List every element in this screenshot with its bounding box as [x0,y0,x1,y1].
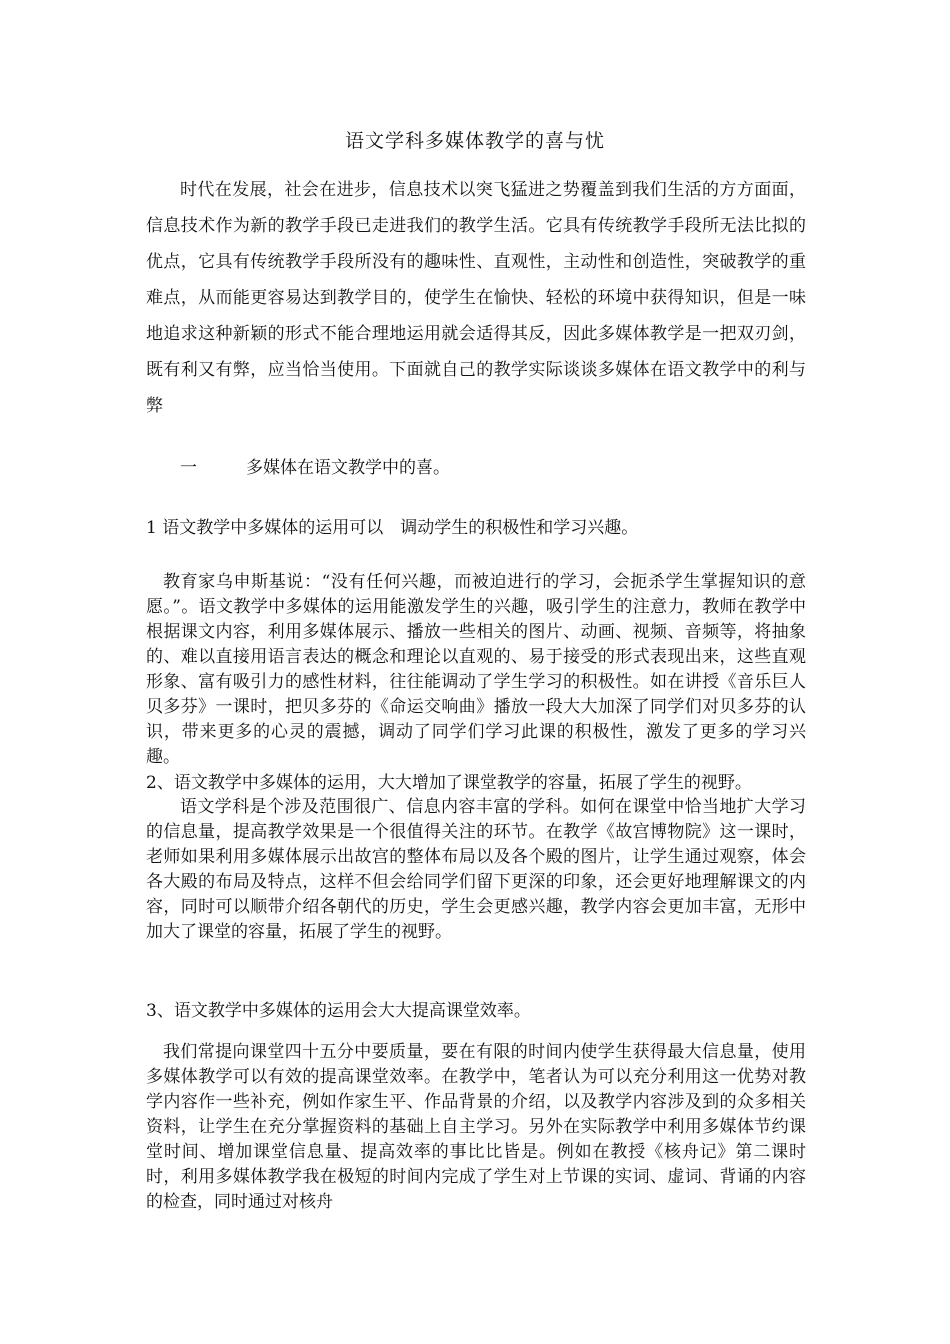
point-1-body: 教育家乌申斯基说：“没有任何兴趣，而被迫进行的学习，会扼杀学生掌握知识的意愿。”。语文教学中多媒体的运用能激发学生的兴趣，吸引学生的注意力，教师在教学中根据课文内容，利用多媒体展示、播放一些相关的图片、动画、视频、音频等，将抽象的、难以直接用语言表达的概念和理论以直观的、易于接受的形式表现出来，这些直观形象、富有吸引力的感性材料，往往能调动了学生学习的积极性。如在讲授《音乐巨人贝多芬》一课时，把贝多芬的《命运交响曲》播放一段大大加深了同学们对贝多芬的认识，带来更多的心灵的震撼，调动了同学们学习此课的积极性，激发了更多的学习兴趣。 [146,572,806,767]
point-2-body: 语文学科是个涉及范围很广、信息内容丰富的学科。如何在课堂中恰当地扩大学习的信息量，提高教学效果是一个很值得关注的环节。在教学《故宫博物院》这一课时，老师如果利用多媒体展示出故宫的整体布局以及各个殿的图片，让学生通过观察，体会各大殿的布局及特点，这样不但会给同学们留下更深的印象，还会更好地理解课文的内容，同时可以顺带介绍各朝代的历史，学生会更感兴趣，教学内容会更加丰富，无形中加大了课堂的容量，拓展了学生的视野。 [146,797,806,942]
point-2-heading: 2、语文教学中多媒体的运用，大大增加了课堂教学的容量，拓展了学生的视野。 [146,773,752,793]
intro-paragraph: 时代在发展，社会在进步，信息技术以突飞猛进之势覆盖到我们生活的方方面面，信息技术作为新的教学手段已走进我们的教学生活。它具有传统教学手段所无法比拟的优点，它具有传统教学手段所没有的趣味性、直观性，主动性和创造性，突破教学的重难点，从而能更容易达到教学目的，使学生在愉快、轻松的环境中获得知识，但是一味地追求这种新颖的形式不能合理地运用就会适得其反，因此多媒体教学是一把双刃剑，既有利又有弊，应当恰当使用。下面就自己的教学实际谈谈多媒体在语文教学中的利与弊 [146,180,806,416]
section-heading-1 [180,455,450,481]
document-title: 语文学科多媒体教学的喜与忧 [344,130,605,152]
point-3-heading: 3、语文教学中多媒体的运用会大大提高课堂效率。 [146,1001,531,1021]
section-number: 一 [180,458,197,478]
point-3-body: 我们常提向课堂四十五分中要质量，要在有限的时间内使学生获得最大信息量，使用多媒体教学可以有效的提高课堂效率。在教学中，笔者认为可以充分利用这一优势对教学内容作一些补充，例如作家生平、作品背景的介绍，以及教学内容涉及到的众多相关资料，让学生在充分掌握资料的基础上自主学习。另外在实际教学中利用多媒体节约课堂时间、增加课堂信息量、提高效率的事比比皆是。例如在教授《核舟记》第二课时时，利用多媒体教学我在极短的时间内完成了学生对上节课的实词、虚词、背诵的内容的检查，同时通过对核舟 [146,1042,806,1212]
point-1-heading: 1 语文教学中多媒体的运用可以 调动学生的积极性和学习兴趣。 [146,518,639,538]
section-title: 多媒体在语文教学中的喜。 [246,458,450,478]
